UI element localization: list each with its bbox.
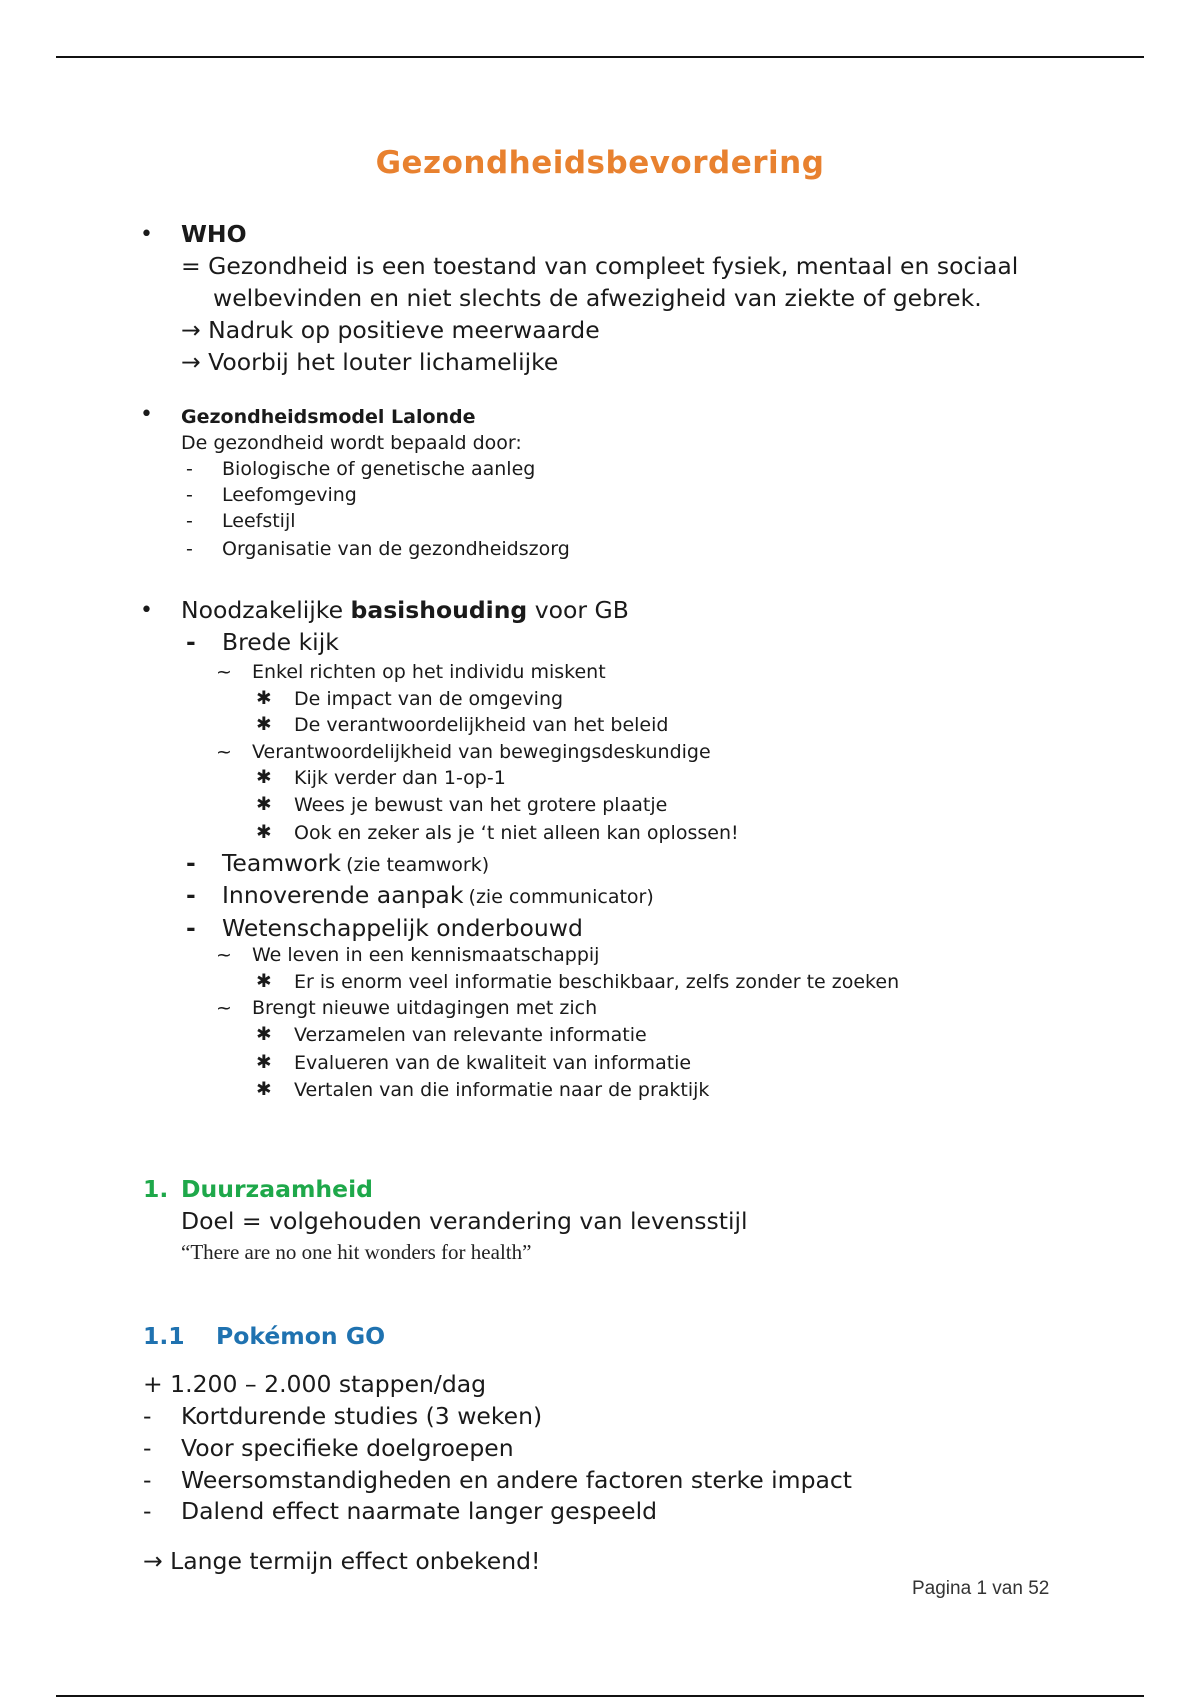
lalonde-item: Biologische of genetische aanleg [222, 458, 536, 480]
star-icon: ✱ [256, 688, 272, 709]
dash-icon: - [143, 1434, 152, 1462]
dash-icon: - [143, 1402, 152, 1430]
star-icon: ✱ [256, 794, 272, 815]
tilde-icon: ~ [216, 944, 232, 966]
basis-brengt: Brengt nieuwe uitdagingen met zich [252, 997, 598, 1019]
basis-enorm: Er is enorm veel informatie beschikbaar, zelfs zonder te zoeken [294, 971, 900, 993]
tilde-icon: ~ [216, 741, 232, 763]
who-heading: WHO [181, 220, 247, 248]
page-number: Pagina 1 van 52 [912, 1578, 1050, 1599]
basis-verantw-beleid: De verantwoordelijkheid van het beleid [294, 714, 669, 736]
section11-steps: + 1.200 – 2.000 stappen/dag [143, 1370, 487, 1398]
basis-kennis: We leven in een kennismaatschappij [252, 944, 600, 966]
dash-icon: - [186, 849, 196, 877]
basis-ook: Ook en zeker als je ‘t niet alleen kan oplossen! [294, 822, 739, 844]
section11-item: Dalend effect naarmate langer gespeeld [181, 1497, 658, 1525]
dash-icon: - [143, 1466, 152, 1494]
section1-quote: “There are no one hit wonders for health” [181, 1240, 532, 1264]
dash-icon: - [186, 881, 196, 909]
basis-heading: Noodzakelijke basishouding voor GB [181, 596, 629, 624]
dash-icon: - [186, 538, 193, 560]
basis-verantw-beweg: Verantwoordelijkheid van bewegingsdeskundige [252, 741, 711, 763]
basis-wees: Wees je bewust van het grotere plaatje [294, 794, 668, 816]
tilde-icon: ~ [216, 661, 232, 683]
dash-icon: - [186, 484, 193, 506]
dash-icon: - [143, 1497, 152, 1525]
section1-title: Duurzaamheid [181, 1175, 373, 1203]
lalonde-item: Leefstijl [222, 510, 296, 532]
dash-icon: - [186, 914, 196, 942]
basis-brede-kijk: Brede kijk [222, 628, 339, 656]
section11-title: Pokémon GO [216, 1322, 386, 1350]
dash-icon: - [186, 628, 196, 656]
dash-icon: - [186, 458, 193, 480]
lalonde-item: Leefomgeving [222, 484, 357, 506]
basis-vertalen: Vertalen van die informatie naar de praktijk [294, 1079, 710, 1101]
star-icon: ✱ [256, 1079, 272, 1100]
section1-doel: Doel = volgehouden verandering van levensstijl [181, 1207, 748, 1235]
star-icon: ✱ [256, 714, 272, 735]
section11-item: Kortdurende studies (3 weken) [181, 1402, 543, 1430]
section1-number: 1. [143, 1175, 169, 1203]
star-icon: ✱ [256, 822, 272, 843]
section11-number: 1.1 [143, 1322, 185, 1350]
dash-icon: - [186, 510, 193, 532]
basis-teamwork: Teamwork (zie teamwork) [222, 849, 490, 877]
section11-item: Voor specifieke doelgroepen [181, 1434, 514, 1462]
who-definition-line1: = Gezondheid is een toestand van compleet fysiek, mentaal en sociaal [181, 252, 1019, 280]
lalonde-item: Organisatie van de gezondheidszorg [222, 538, 570, 560]
basis-wetensch: Wetenschappelijk onderbouwd [222, 914, 583, 942]
who-arrow-1: → Nadruk op positieve meerwaarde [181, 316, 600, 344]
who-definition-line2: welbevinden en niet slechts de afwezigheid van ziekte of gebrek. [213, 284, 982, 312]
star-icon: ✱ [256, 971, 272, 992]
bullet-icon: • [140, 222, 153, 247]
page-title: Gezondheidsbevordering [375, 145, 825, 181]
star-icon: ✱ [256, 1052, 272, 1073]
section11-item: Weersomstandigheden en andere factoren sterke impact [181, 1466, 853, 1494]
star-icon: ✱ [256, 767, 272, 788]
tilde-icon: ~ [216, 997, 232, 1019]
who-arrow-2: → Voorbij het louter lichamelijke [181, 348, 559, 376]
basis-innov: Innoverende aanpak (zie communicator) [222, 881, 654, 909]
basis-impact: De impact van de omgeving [294, 688, 564, 710]
basis-kijk: Kijk verder dan 1-op-1 [294, 767, 506, 789]
bottom-rule [56, 1695, 1144, 1697]
bullet-icon: • [140, 402, 153, 427]
lalonde-heading: Gezondheidsmodel Lalonde [181, 406, 476, 428]
basis-enkel: Enkel richten op het individu miskent [252, 661, 606, 683]
basis-verzamelen: Verzamelen van relevante informatie [294, 1024, 647, 1046]
star-icon: ✱ [256, 1024, 272, 1045]
basis-evalueren: Evalueren van de kwaliteit van informatie [294, 1052, 692, 1074]
top-rule [56, 56, 1144, 58]
section11-conclusion: → Lange termijn effect onbekend! [143, 1547, 541, 1575]
bullet-icon: • [140, 598, 153, 623]
lalonde-intro: De gezondheid wordt bepaald door: [181, 432, 522, 454]
